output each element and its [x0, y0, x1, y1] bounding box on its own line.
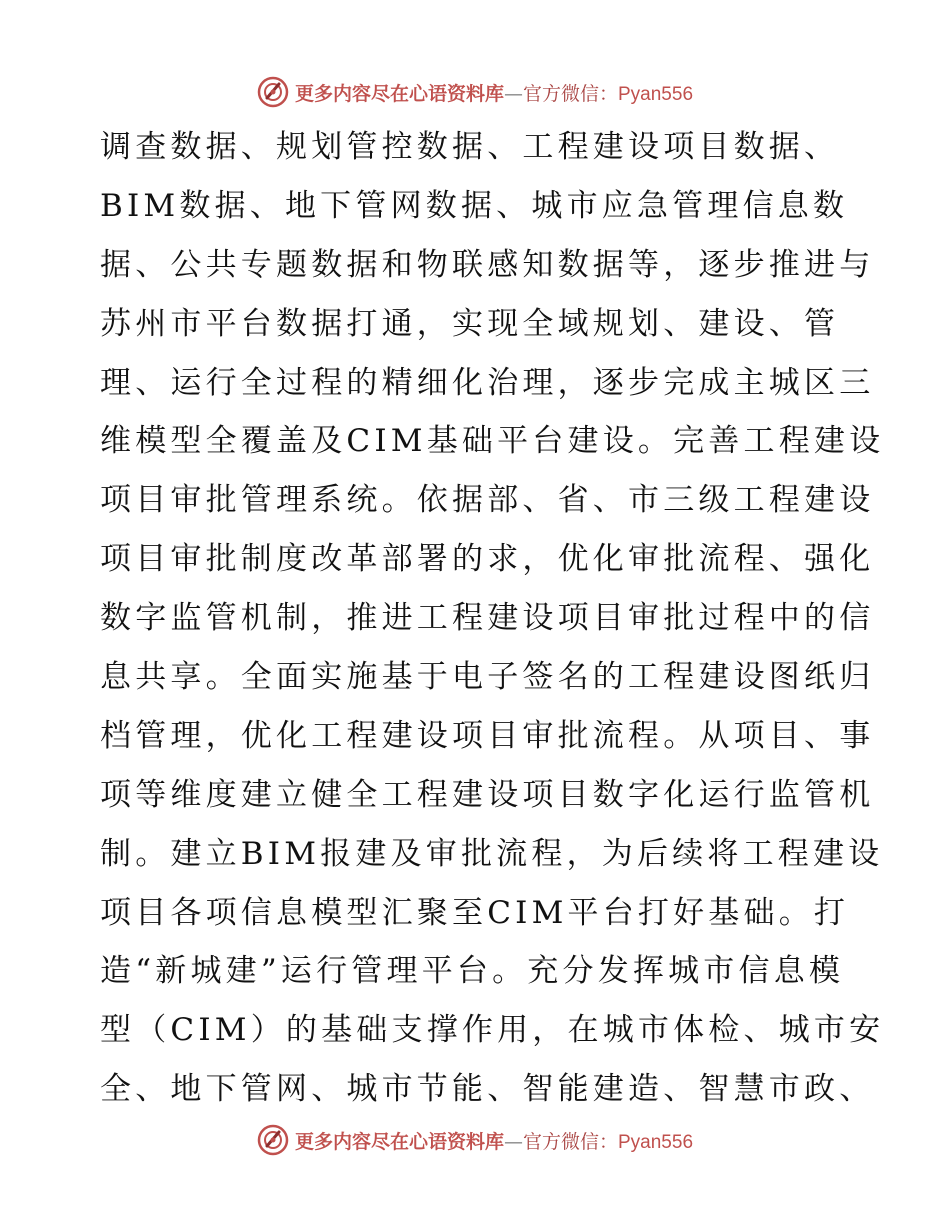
- body-line: 苏州市平台数据打通，实现全域规划、建设、管: [100, 305, 840, 342]
- watermark-brand: 更多内容尽在心语资料库: [294, 82, 504, 105]
- watermark-handle: Pyan556: [618, 83, 694, 105]
- watermark-dash: —: [503, 82, 523, 105]
- watermark-official-label: 官方微信：: [522, 82, 618, 105]
- body-line: BIM数据、地下管网数据、城市应急管理信息数: [100, 187, 849, 224]
- watermark-brand: 更多内容尽在心语资料库: [294, 1130, 504, 1153]
- footer-watermark: [0, 1120, 950, 1160]
- brand-logo-icon: [257, 76, 289, 108]
- watermark-official-label: 官方微信：: [522, 1130, 618, 1153]
- body-line: 项等维度建立健全工程建设项目数字化运行监管机: [100, 776, 875, 813]
- body-line: 造“新城建”运行管理平台。充分发挥城市信息模: [100, 953, 845, 990]
- body-line: 项目各项信息模型汇聚至CIM平台打好基础。打: [100, 894, 850, 931]
- watermark-text: [295, 1127, 693, 1154]
- body-line: 型（CIM）的基础支撑作用，在城市体检、城市安: [100, 1012, 885, 1049]
- body-line: 调查数据、规划管控数据、工程建设项目数据、: [100, 129, 840, 165]
- watermark-dash: —: [503, 1130, 523, 1153]
- body-line: 全、地下管网、城市节能、智能建造、智慧市政、: [100, 1071, 875, 1108]
- body-line: 息共享。全面实施基于电子签名的工程建设图纸归: [100, 659, 875, 696]
- body-line: 档管理，优化工程建设项目审批流程。从项目、事: [100, 717, 875, 754]
- body-line: 据、公共专题数据和物联感知数据等，逐步推进与: [100, 246, 875, 283]
- watermark-handle: Pyan556: [618, 1131, 694, 1153]
- body-line: 项目审批管理系统。依据部、省、市三级工程建设: [100, 482, 875, 519]
- watermark-text: [295, 79, 693, 106]
- body-line: 制。建立BIM报建及审批流程，为后续将工程建设: [100, 835, 884, 872]
- header-watermark: [0, 72, 950, 112]
- document-body: [100, 118, 885, 1119]
- body-line: 项目审批制度改革部署的求，优化审批流程、强化: [100, 541, 875, 578]
- brand-logo-icon: [257, 1124, 289, 1156]
- body-line: 数字监管机制，推进工程建设项目审批过程中的信: [100, 600, 875, 637]
- body-line: 维模型全覆盖及CIM基础平台建设。完善工程建设: [100, 423, 885, 460]
- body-line: 理、运行全过程的精细化治理，逐步完成主城区三: [100, 364, 875, 401]
